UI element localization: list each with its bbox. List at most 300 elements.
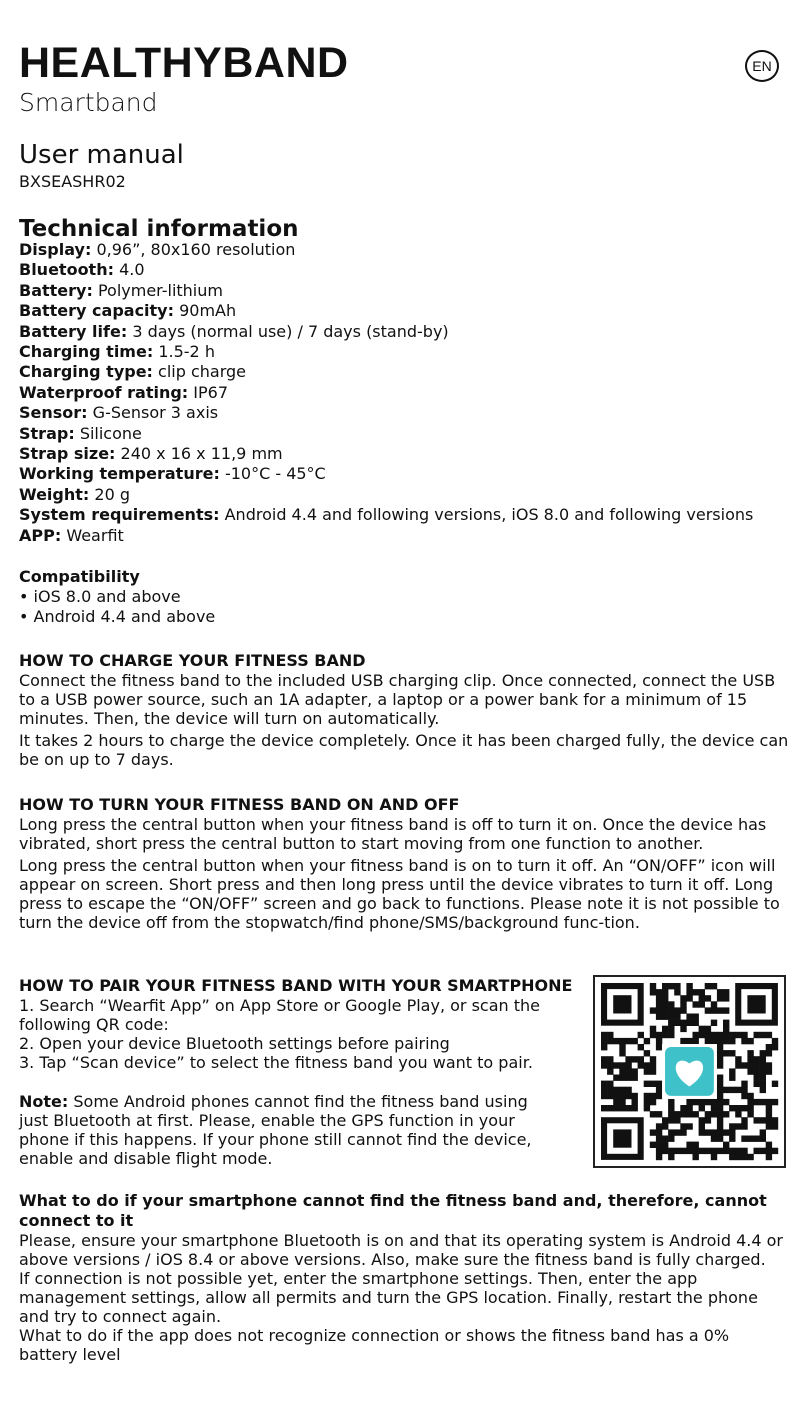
qr-module [662, 983, 668, 989]
manual-title: User manual [19, 140, 184, 170]
qr-module [656, 1154, 662, 1160]
qr-module [741, 1081, 747, 1087]
qr-module [656, 995, 662, 1001]
qr-module [625, 1093, 631, 1099]
qr-module [766, 1099, 772, 1105]
qr-module [729, 1154, 735, 1160]
spec-label: APP: [19, 525, 62, 545]
qr-module [680, 1007, 686, 1013]
qr-module [693, 1099, 699, 1105]
qr-module [668, 1117, 674, 1123]
spec-row [19, 403, 791, 423]
qr-module [705, 1032, 711, 1038]
qr-module [607, 1087, 613, 1093]
qr-module [693, 1020, 699, 1026]
qr-module [619, 1062, 625, 1068]
spec-row [19, 362, 791, 382]
compatibility-section [19, 567, 791, 628]
spec-value: Silicone [79, 423, 142, 443]
power-section [19, 795, 791, 932]
qr-module [711, 1099, 717, 1105]
qr-module [686, 1014, 692, 1020]
qr-module [601, 1044, 607, 1050]
qr-module [625, 1056, 631, 1062]
qr-module [607, 1062, 613, 1068]
qr-module [772, 1081, 778, 1087]
qr-module [680, 1001, 686, 1007]
spec-value: 0,96”, 80x160 resolution [96, 240, 296, 259]
qr-module [644, 1050, 650, 1056]
qr-module [717, 1099, 723, 1105]
qr-module [650, 1062, 656, 1068]
qr-module [747, 1050, 753, 1056]
qr-module [607, 1032, 613, 1038]
charge-section [19, 651, 791, 769]
spec-label: Battery capacity: [19, 301, 175, 321]
charge-paragraph: Connect the fitness band to the included USB charging clip. Once connected, connect the USB to a USB power source, such an 1A adapter, a laptop or a power bank for a minimum of 15 minutes. Then, the device will turn on automatically. [19, 671, 776, 728]
qr-module [723, 1087, 729, 1093]
spec-value: 1.5-2 h [158, 342, 215, 362]
qr-module [662, 1001, 668, 1007]
qr-module [717, 1038, 723, 1044]
qr-module [729, 1123, 735, 1129]
qr-module [705, 1099, 711, 1105]
qr-module [717, 1007, 723, 1013]
troubleshoot-paragraph: If connection is not possible yet, enter the smartphone settings. Then, enter the app management settings, allow all permits and turn the GPS location. Finally, restart the phone and try to connect again. [19, 1269, 758, 1326]
qr-module [686, 1111, 692, 1117]
qr-module [723, 1020, 729, 1026]
qr-module [717, 1062, 723, 1068]
qr-module [680, 1026, 686, 1032]
qr-module [625, 1038, 631, 1044]
qr-module [741, 1148, 747, 1154]
compatibility-item: • iOS 8.0 and above [19, 587, 181, 606]
qr-module [717, 1136, 723, 1142]
qr-module [723, 1026, 729, 1032]
qr-module [686, 1142, 692, 1148]
qr-module [650, 1099, 656, 1105]
qr-module [741, 1093, 747, 1099]
qr-module [705, 1026, 711, 1032]
qr-module [723, 1038, 729, 1044]
qr-module [760, 1081, 766, 1087]
qr-module [717, 989, 723, 995]
qr-module [601, 1062, 607, 1068]
qr-module [711, 1111, 717, 1117]
qr-module [644, 1105, 650, 1111]
qr-module [638, 1044, 644, 1050]
qr-module [650, 1068, 656, 1074]
spec-label: Sensor: [19, 403, 88, 423]
qr-module [723, 995, 729, 1001]
qr-module [650, 1026, 656, 1032]
qr-module [705, 1111, 711, 1117]
qr-module [668, 1129, 674, 1135]
qr-module [625, 1068, 631, 1074]
qr-module [656, 989, 662, 995]
qr-module [625, 1062, 631, 1068]
qr-module [686, 995, 692, 1001]
qr-module [680, 995, 686, 1001]
qr-module [644, 1093, 650, 1099]
spec-row [19, 322, 791, 342]
qr-module [668, 1020, 674, 1026]
qr-module [619, 1068, 625, 1074]
technical-title: Technical information [19, 216, 299, 242]
qr-finder-center [613, 995, 631, 1013]
qr-module [754, 1032, 760, 1038]
qr-module [619, 1044, 625, 1050]
qr-module [668, 1136, 674, 1142]
spec-value: 90mAh [179, 301, 237, 321]
qr-module [674, 1148, 680, 1154]
power-paragraph: Long press the central button when your fitness band is on to turn it off. An “ON/OFF” icon will appear on screen. Short press and then long press until the device vibrates to turn it off. Long press to escape the “ON/OFF” screen and go back to functions. Please note it is not possible to turn the device off from the stopwatch/find phone/SMS/background func-tion. [19, 856, 780, 932]
qr-module [674, 1014, 680, 1020]
qr-module [686, 1148, 692, 1154]
qr-module [686, 1105, 692, 1111]
qr-module [760, 1129, 766, 1135]
spec-label: System requirements: [19, 505, 220, 525]
qr-module [680, 1148, 686, 1154]
qr-module [766, 1111, 772, 1117]
spec-value: -10°C - 45°C [224, 464, 326, 484]
qr-module [686, 1020, 692, 1026]
qr-module [668, 1148, 674, 1154]
qr-module [717, 1117, 723, 1123]
qr-module [674, 1020, 680, 1026]
qr-module [650, 1111, 656, 1117]
qr-module [766, 1154, 772, 1160]
qr-module [747, 1111, 753, 1117]
qr-module [632, 1093, 638, 1099]
qr-module [729, 1105, 735, 1111]
qr-module [741, 1038, 747, 1044]
qr-module [723, 1111, 729, 1117]
qr-module [662, 1142, 668, 1148]
spec-row [19, 444, 791, 464]
note-label: Note: [19, 1092, 69, 1111]
note-text: Some Android phones cannot find the fitness band using just Bluetooth at first. Please, enable the GPS function in your phone if this happens. If your phone still cannot find the device, enable and disable flight mode. [19, 1092, 532, 1168]
qr-module [723, 1148, 729, 1154]
qr-module [711, 1001, 717, 1007]
qr-module [607, 1105, 613, 1111]
qr-module [644, 1081, 650, 1087]
qr-module [717, 1111, 723, 1117]
qr-module [674, 983, 680, 989]
qr-module [741, 1105, 747, 1111]
power-paragraph: Long press the central button when your fitness band is off to turn it on. Once the device has vibrated, short press the central button to start moving from one function to another. [19, 815, 767, 853]
qr-module [705, 995, 711, 1001]
qr-module [662, 1032, 668, 1038]
qr-module [747, 1099, 753, 1105]
qr-module [619, 1099, 625, 1105]
qr-module [656, 1148, 662, 1154]
qr-module [674, 1007, 680, 1013]
qr-module [601, 1081, 607, 1087]
qr-module [644, 1062, 650, 1068]
qr-module [693, 1142, 699, 1148]
qr-module [656, 1032, 662, 1038]
pair-step: 1. Search “Wearfit App” on App Store or Google Play, or scan the following QR code: [19, 996, 540, 1034]
qr-module [699, 1117, 705, 1123]
qr-module [625, 1105, 631, 1111]
qr-module [699, 1123, 705, 1129]
qr-module [766, 1068, 772, 1074]
qr-module [662, 1123, 668, 1129]
spec-label: Weight: [19, 484, 90, 504]
qr-module [729, 1050, 735, 1056]
qr-module [705, 1129, 711, 1135]
qr-module [686, 989, 692, 995]
qr-module [613, 1062, 619, 1068]
qr-module [693, 1148, 699, 1154]
brand-title: HEALTHYBAND [19, 39, 349, 87]
qr-module [717, 1148, 723, 1154]
qr-module [741, 1062, 747, 1068]
qr-module [680, 1129, 686, 1135]
spec-value: 20 g [94, 484, 131, 504]
qr-module [601, 1105, 607, 1111]
qr-module [601, 1056, 607, 1062]
qr-module [705, 1007, 711, 1013]
qr-module [747, 1062, 753, 1068]
qr-module [766, 1062, 772, 1068]
qr-module [680, 1123, 686, 1129]
qr-module [729, 1032, 735, 1038]
qr-module [680, 1105, 686, 1111]
qr-module [735, 1087, 741, 1093]
qr-module [741, 1032, 747, 1038]
qr-module [754, 1056, 760, 1062]
qr-module [711, 1007, 717, 1013]
qr-module [729, 1148, 735, 1154]
spec-label: Working temperature: [19, 464, 220, 484]
qr-module [662, 1117, 668, 1123]
qr-module [662, 1148, 668, 1154]
qr-module [760, 1087, 766, 1093]
qr-module [772, 1044, 778, 1050]
troubleshoot-title: What to do if your smartphone cannot find the fitness band and, therefore, cannot connect to it [19, 1191, 767, 1230]
pair-note [19, 1092, 559, 1168]
qr-module [632, 1105, 638, 1111]
qr-module [711, 1148, 717, 1154]
qr-module [607, 1068, 613, 1074]
qr-module [711, 983, 717, 989]
qr-module [760, 1136, 766, 1142]
qr-module [650, 1007, 656, 1013]
qr-module [693, 1032, 699, 1038]
qr-module [668, 1032, 674, 1038]
qr-module [686, 1099, 692, 1105]
qr-module [705, 1038, 711, 1044]
qr-module [766, 1044, 772, 1050]
qr-module [717, 1081, 723, 1087]
qr-module [619, 1075, 625, 1081]
qr-module [662, 995, 668, 1001]
qr-module [735, 1111, 741, 1117]
qr-module [680, 1111, 686, 1117]
spec-label: Waterproof rating: [19, 382, 189, 402]
spec-label: Display: [19, 240, 92, 259]
spec-row [19, 526, 791, 546]
qr-code-graphic [595, 977, 784, 1166]
qr-module [668, 1026, 674, 1032]
qr-module [723, 1007, 729, 1013]
qr-module [772, 1148, 778, 1154]
qr-module [625, 1075, 631, 1081]
qr-module [656, 1007, 662, 1013]
qr-module [711, 1032, 717, 1038]
qr-module [632, 1038, 638, 1044]
qr-module [754, 1136, 760, 1142]
charge-paragraph: It takes 2 hours to charge the device completely. Once it has been charged fully, the device can be on up to 7 days. [19, 731, 789, 769]
qr-module [711, 1129, 717, 1135]
qr-module [717, 995, 723, 1001]
qr-module [741, 1136, 747, 1142]
spec-label: Strap size: [19, 444, 116, 464]
qr-module [766, 1148, 772, 1154]
qr-module [693, 1111, 699, 1117]
pair-step: 3. Tap “Scan device” to select the fitness band you want to pair. [19, 1053, 533, 1072]
qr-module [747, 1056, 753, 1062]
qr-module [741, 1123, 747, 1129]
qr-module [656, 1111, 662, 1117]
qr-module [772, 1117, 778, 1123]
qr-module [607, 1038, 613, 1044]
qr-module [741, 1117, 747, 1123]
qr-module [760, 1099, 766, 1105]
qr-module [650, 1093, 656, 1099]
qr-module [760, 1068, 766, 1074]
qr-module [760, 1148, 766, 1154]
qr-module [735, 1154, 741, 1160]
qr-module [656, 1129, 662, 1135]
qr-module [650, 1081, 656, 1087]
spec-value: Polymer-lithium [97, 280, 223, 300]
qr-module [668, 1105, 674, 1111]
qr-module [601, 1032, 607, 1038]
qr-module [766, 1117, 772, 1123]
qr-module [735, 1105, 741, 1111]
qr-module [686, 1123, 692, 1129]
spec-row [19, 240, 791, 260]
qr-module [601, 1038, 607, 1044]
qr-module [693, 1038, 699, 1044]
qr-module [650, 1032, 656, 1038]
qr-module [760, 1050, 766, 1056]
qr-module [650, 983, 656, 989]
qr-module [717, 1093, 723, 1099]
qr-module [650, 989, 656, 995]
qr-module [723, 989, 729, 995]
qr-module [662, 1007, 668, 1013]
qr-module [638, 1056, 644, 1062]
qr-module [699, 1105, 705, 1111]
qr-module [705, 1117, 711, 1123]
qr-module [693, 989, 699, 995]
qr-module [711, 1020, 717, 1026]
qr-module [607, 1081, 613, 1087]
qr-module [607, 1093, 613, 1099]
qr-module [729, 1068, 735, 1074]
qr-module [717, 1129, 723, 1135]
qr-module [766, 1105, 772, 1111]
qr-module [760, 1062, 766, 1068]
qr-module [668, 983, 674, 989]
qr-module [632, 1068, 638, 1074]
qr-module [693, 1014, 699, 1020]
qr-module [668, 1154, 674, 1160]
qr-module [760, 1075, 766, 1081]
qr-module [613, 1105, 619, 1111]
qr-module [723, 1129, 729, 1135]
qr-module [650, 1142, 656, 1148]
qr-code [593, 975, 786, 1168]
qr-module [717, 1087, 723, 1093]
qr-module [644, 1099, 650, 1105]
pair-title: HOW TO PAIR YOUR FITNESS BAND WITH YOUR SMARTPHONE [19, 976, 573, 995]
qr-module [674, 1111, 680, 1117]
spec-value: Wearfit [66, 525, 124, 545]
product-subtitle: Smartband [19, 88, 158, 117]
qr-module [668, 1099, 674, 1105]
qr-module [735, 1123, 741, 1129]
qr-module [650, 1056, 656, 1062]
troubleshoot-paragraph: What to do if the app does not recognize connection or shows the fitness band has a 0% battery level [19, 1326, 730, 1364]
qr-module [711, 1136, 717, 1142]
spec-value: IP67 [193, 382, 229, 402]
qr-module [699, 1129, 705, 1135]
power-title: HOW TO TURN YOUR FITNESS BAND ON AND OFF [19, 795, 460, 814]
spec-label: Strap: [19, 423, 75, 443]
qr-module [656, 1014, 662, 1020]
pair-section [19, 976, 579, 1168]
compatibility-title: Compatibility [19, 567, 140, 586]
spec-label: Charging type: [19, 362, 153, 382]
language-badge: EN [745, 50, 779, 82]
qr-module [644, 1038, 650, 1044]
qr-module [680, 1038, 686, 1044]
qr-module [735, 1062, 741, 1068]
qr-module [766, 1142, 772, 1148]
qr-module [686, 1038, 692, 1044]
qr-module [632, 1099, 638, 1105]
spec-label: Charging time: [19, 342, 154, 362]
pair-step: 2. Open your device Bluetooth settings before pairing [19, 1034, 450, 1053]
qr-module [607, 1056, 613, 1062]
qr-module [766, 1032, 772, 1038]
model-code: BXSEASHR02 [19, 172, 126, 191]
qr-module [656, 1142, 662, 1148]
qr-module [754, 1081, 760, 1087]
qr-module [754, 1148, 760, 1154]
qr-module [766, 1050, 772, 1056]
qr-module [723, 1142, 729, 1148]
qr-module [613, 1038, 619, 1044]
qr-module [699, 995, 705, 1001]
troubleshoot-section [19, 1191, 791, 1364]
qr-module [693, 1154, 699, 1160]
qr-module [747, 1038, 753, 1044]
qr-module [741, 1087, 747, 1093]
spec-row [19, 424, 791, 444]
qr-module [699, 1032, 705, 1038]
qr-module [735, 1032, 741, 1038]
qr-module [699, 1099, 705, 1105]
troubleshoot-paragraph: Please, ensure your smartphone Bluetooth is on and that its operating system is Android 4.4 or above versions / iOS 8.4 or above versions. Also, make sure the fitness band is fully charged. [19, 1231, 783, 1269]
charge-title: HOW TO CHARGE YOUR FITNESS BAND [19, 651, 366, 670]
qr-module [760, 1117, 766, 1123]
